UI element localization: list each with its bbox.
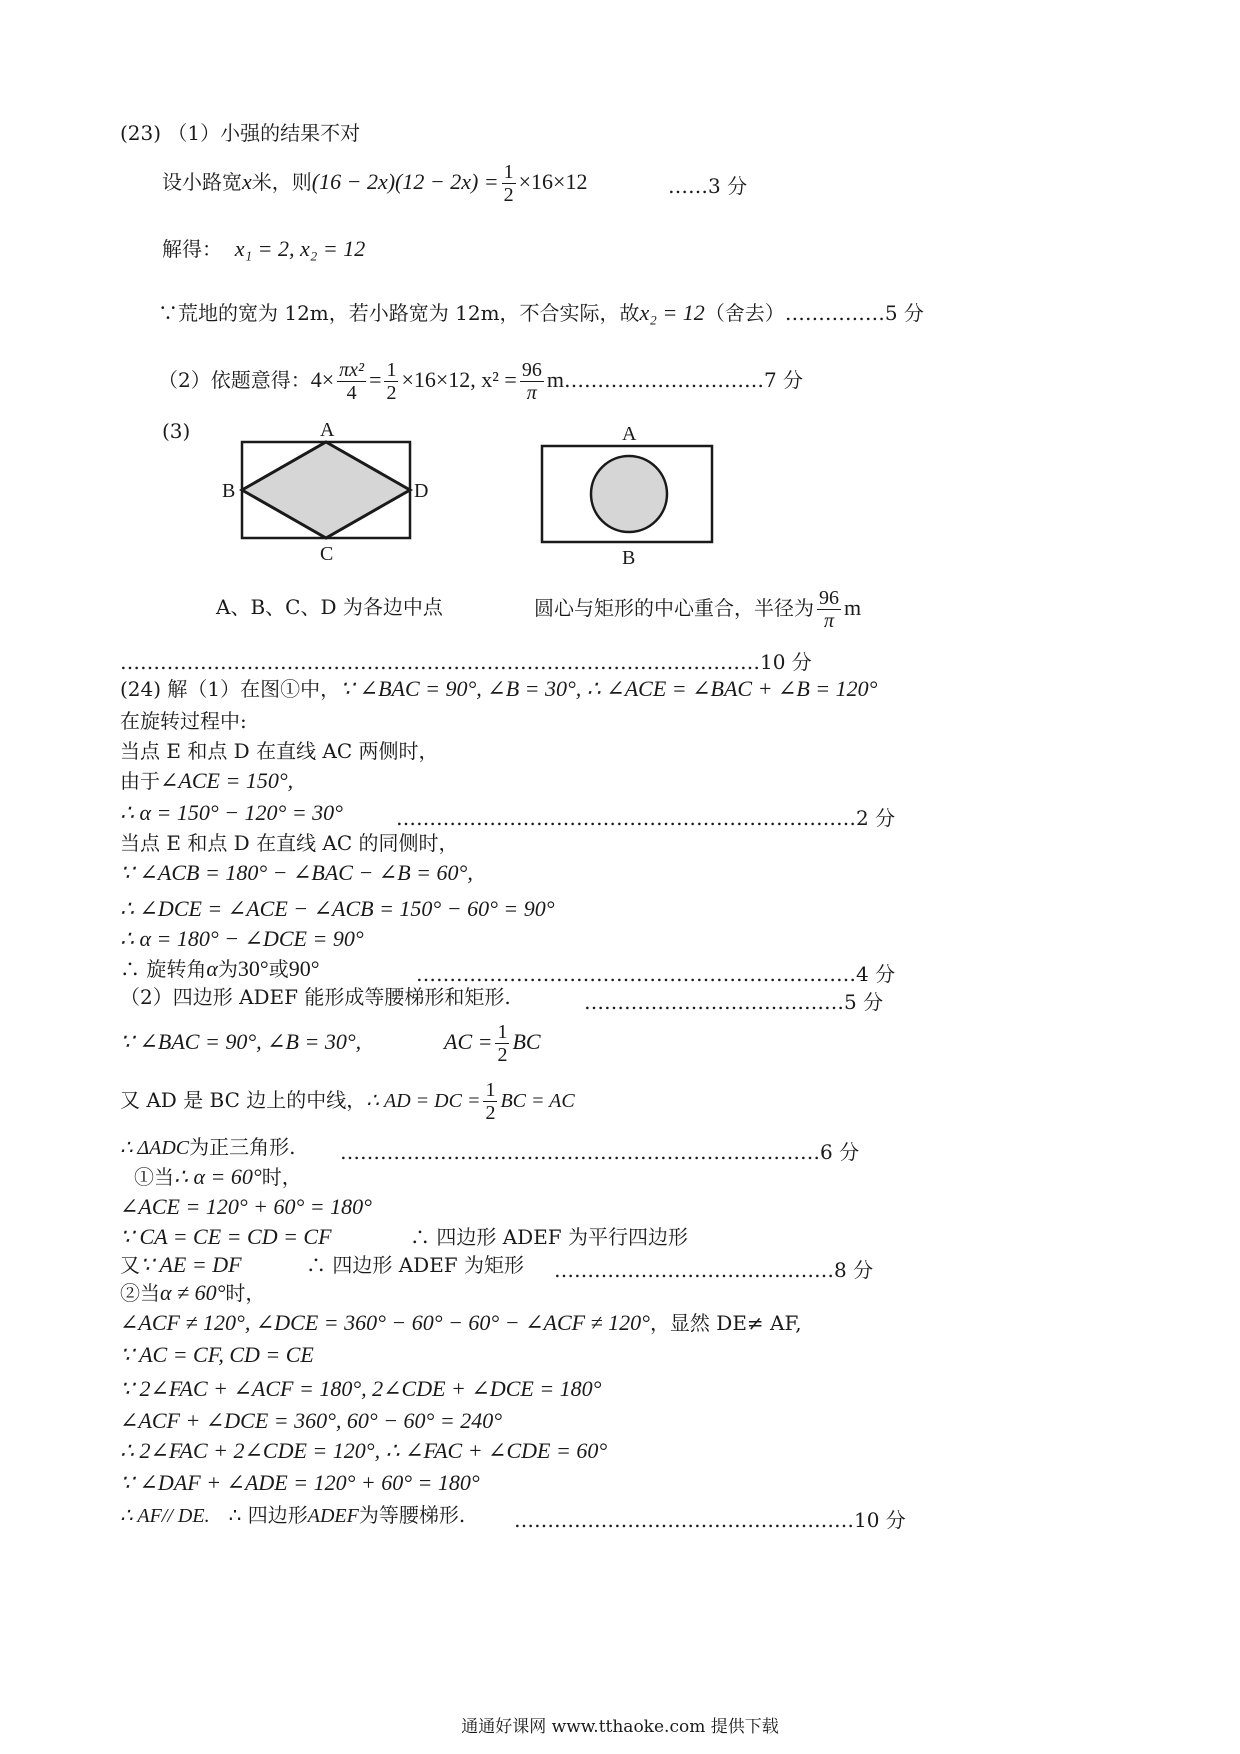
q24-line-10 <box>120 956 320 982</box>
equation: (16 − 2x)(12 − 2x) = <box>311 169 499 194</box>
text: 为 <box>217 957 238 981</box>
equation: = <box>369 367 382 392</box>
q24-line-18b: ∴ 四边形 ADEF 为矩形 <box>306 1253 525 1277</box>
q24-line-7 <box>120 860 473 886</box>
equation: ∠ACF ≠ 120°, ∠DCE = 360° − 60° − 60° − ∠ACF ≠ 120° <box>120 1310 650 1335</box>
q23-part3-label: (3) <box>162 419 191 443</box>
var-x: x <box>242 169 252 194</box>
equation: ∵ ∠DAF + ∠ADE = 120° + 60° = 180° <box>120 1470 480 1495</box>
q24-line-1 <box>120 676 877 702</box>
equation: x₂ = 12 <box>639 300 705 325</box>
equation: ∴ α = 60° <box>174 1164 262 1189</box>
label-a: A <box>320 420 335 441</box>
equation: ∴ AF// DE. <box>120 1505 210 1527</box>
equation: ∴ α = 150° − 120° = 30° <box>120 800 343 825</box>
q24-line-20 <box>120 1310 802 1336</box>
equation: α ≠ 60° <box>160 1280 226 1305</box>
figure-rectangle-circle <box>540 422 730 572</box>
q24-line-14 <box>120 1134 295 1161</box>
equation: x₁ = 2, x₂ = 12 <box>234 236 366 261</box>
q24-line-12 <box>120 1012 361 1072</box>
q24-line-8 <box>120 896 555 922</box>
text: 设小路宽 <box>162 170 242 194</box>
equation: BC <box>512 1029 541 1054</box>
equation: 4× <box>310 367 335 392</box>
equation: ∵ CA = CE = CD = CF <box>120 1224 332 1249</box>
q24-line-17 <box>120 1224 332 1250</box>
equation: ∴ 2∠FAC + 2∠CDE = 120°, ∴ ∠FAC + ∠CDE = 60° <box>120 1438 608 1463</box>
text: ∵荒地的宽为 12m，若小路宽为 12m，不合实际，故 <box>158 301 640 325</box>
equation: ∴ ΔADC <box>120 1137 190 1159</box>
q23-header: (23) （1）小强的结果不对 <box>120 121 361 145</box>
text: (24) 解（1）在图①中， <box>120 677 341 701</box>
text: 为正三角形. <box>189 1135 296 1159</box>
score-3: ……3 分 <box>668 174 748 198</box>
equation: ∴ ∠DCE = ∠ACE − ∠ACB = 150° − 60° = 90° <box>120 896 555 921</box>
q24-line-13 <box>120 1070 575 1131</box>
equation: ∴ α = 180° − ∠DCE = 90° <box>120 926 364 951</box>
circle <box>591 456 667 532</box>
equation: ×16×12 <box>518 169 588 194</box>
fraction: $\frac{1}{2}$ <box>503 161 514 206</box>
equation: ∵ AE = DF <box>140 1252 242 1277</box>
q24-line-22 <box>120 1376 601 1402</box>
text: 圆心与矩形的中心重合，半径为 <box>534 596 814 620</box>
q24-line-11: （2）四边形 ADEF 能形成等腰梯形和矩形. <box>120 985 511 1009</box>
label-a: A <box>622 423 637 445</box>
label-b: B <box>222 480 236 502</box>
label-d: D <box>414 480 429 502</box>
text: （2）依题意得： <box>158 368 311 392</box>
value: 30° <box>237 956 269 981</box>
q24-line-6: 当点 E 和点 D 在直线 AC 的同侧时， <box>120 831 459 855</box>
text: ∴ 四边形 <box>228 1503 308 1527</box>
q23-line-1 <box>162 152 587 212</box>
label-c: C <box>320 543 334 565</box>
text: 由于 <box>120 769 160 793</box>
unit: m <box>546 367 564 392</box>
score-10: ……………………………………………………………………………………10 分 <box>120 650 812 674</box>
equation: ∵ 2∠FAC + ∠ACF = 180°, 2∠CDE + ∠DCE = 180° <box>120 1376 602 1401</box>
score-6: ………………………………………………………………6 分 <box>340 1140 860 1164</box>
score-4: …………………………………………………………4 分 <box>416 962 896 986</box>
text: 或 <box>268 957 289 981</box>
q24-line-2: 在旋转过程中: <box>120 709 247 733</box>
q23-line-3 <box>158 300 924 326</box>
text: ，显然 DE≠ AF, <box>649 1311 802 1335</box>
figure-rectangle-rhombus <box>220 420 440 570</box>
q24-line-3: 当点 E 和点 D 在直线 AC 两侧时， <box>120 739 439 763</box>
q24-line-23 <box>120 1408 502 1434</box>
value: 90° <box>288 956 320 981</box>
text: ①当 <box>134 1165 174 1189</box>
equation: ∵ ∠BAC = 90°, ∠B = 30°, <box>120 1029 362 1054</box>
equation: ∠ACF + ∠DCE = 360°, 60° − 60° = 240° <box>120 1408 502 1433</box>
fig1-caption: A、B、C、D 为各边中点 <box>216 595 443 619</box>
text: 为等腰梯形. <box>358 1503 466 1527</box>
equation: ∠ACE = 120° + 60° = 180° <box>120 1194 372 1219</box>
fraction: $\frac{1}{2}$ <box>386 359 397 404</box>
text: （舍去） <box>704 301 785 325</box>
fraction: $\frac{\text{πx²}}{4}$ <box>339 359 365 404</box>
q24-line-9 <box>120 926 364 952</box>
equation: ADEF <box>307 1505 359 1527</box>
fig2-caption <box>534 578 861 638</box>
text: 米，则 <box>251 170 312 194</box>
q24-line-24 <box>120 1438 607 1464</box>
fraction: $\frac{1}{2}$ <box>497 1021 508 1066</box>
rhombus <box>242 442 410 538</box>
q24-line-26 <box>120 1502 465 1529</box>
score-7: …………………………7 分 <box>563 368 804 392</box>
text: ∴ 旋转角 <box>120 957 207 981</box>
q24-line-12b <box>444 1012 541 1072</box>
var-alpha: α <box>206 956 218 981</box>
label-b: B <box>622 547 636 569</box>
unit: m <box>844 595 862 620</box>
equation: ∵ ∠BAC = 90°, ∠B = 30°, ∴ ∠ACE = ∠BAC + ∠B = 120° <box>340 676 878 701</box>
fraction: $\frac{96}{\pi}$ <box>819 587 839 632</box>
equation: ∠ACE = 150°, <box>160 768 294 793</box>
equation: ∵ ∠ACB = 180° − ∠BAC − ∠B = 60°, <box>120 860 473 885</box>
text: 时， <box>225 1281 266 1305</box>
q24-line-17b: ∴ 四边形 ADEF 为平行四边形 <box>410 1225 689 1249</box>
q24-line-5 <box>120 800 343 826</box>
q24-line-25 <box>120 1470 480 1496</box>
q24-line-18 <box>120 1252 242 1278</box>
equation: ∵ AC = CF, CD = CE <box>120 1342 314 1367</box>
q23-line-4 <box>158 350 803 410</box>
q23-line-2 <box>162 236 365 262</box>
equation: AC = <box>444 1029 493 1054</box>
score-10b: ……………………………………………10 分 <box>514 1508 906 1532</box>
text: 又 AD 是 BC 边上的中线， <box>120 1088 367 1112</box>
q24-line-15 <box>134 1164 302 1190</box>
text: 解得： <box>162 237 222 261</box>
score-2: ……………………………………………………………2 分 <box>396 806 896 830</box>
footer-source: 通通好课网 www.tthaoke.com 提供下载 <box>461 1717 779 1737</box>
equation: ∴ AD = DC = <box>366 1090 481 1112</box>
q24-line-21 <box>120 1342 314 1368</box>
text: ②当 <box>120 1281 160 1305</box>
q24-line-4 <box>120 768 293 794</box>
score-5: ……………5 分 <box>784 301 924 325</box>
score-5b: …………………………………5 分 <box>584 990 884 1014</box>
text: 时， <box>261 1165 302 1189</box>
equation: ×16×12, x² = <box>401 367 517 392</box>
text: 又 <box>120 1253 140 1277</box>
q24-line-16 <box>120 1194 372 1220</box>
equation: BC = AC <box>500 1090 575 1112</box>
score-8: ……………………………………8 分 <box>554 1258 874 1282</box>
q24-line-19 <box>120 1280 265 1306</box>
fraction: $\frac{1}{2}$ <box>485 1079 496 1124</box>
fraction: $\frac{96}{\pi}$ <box>521 359 542 404</box>
